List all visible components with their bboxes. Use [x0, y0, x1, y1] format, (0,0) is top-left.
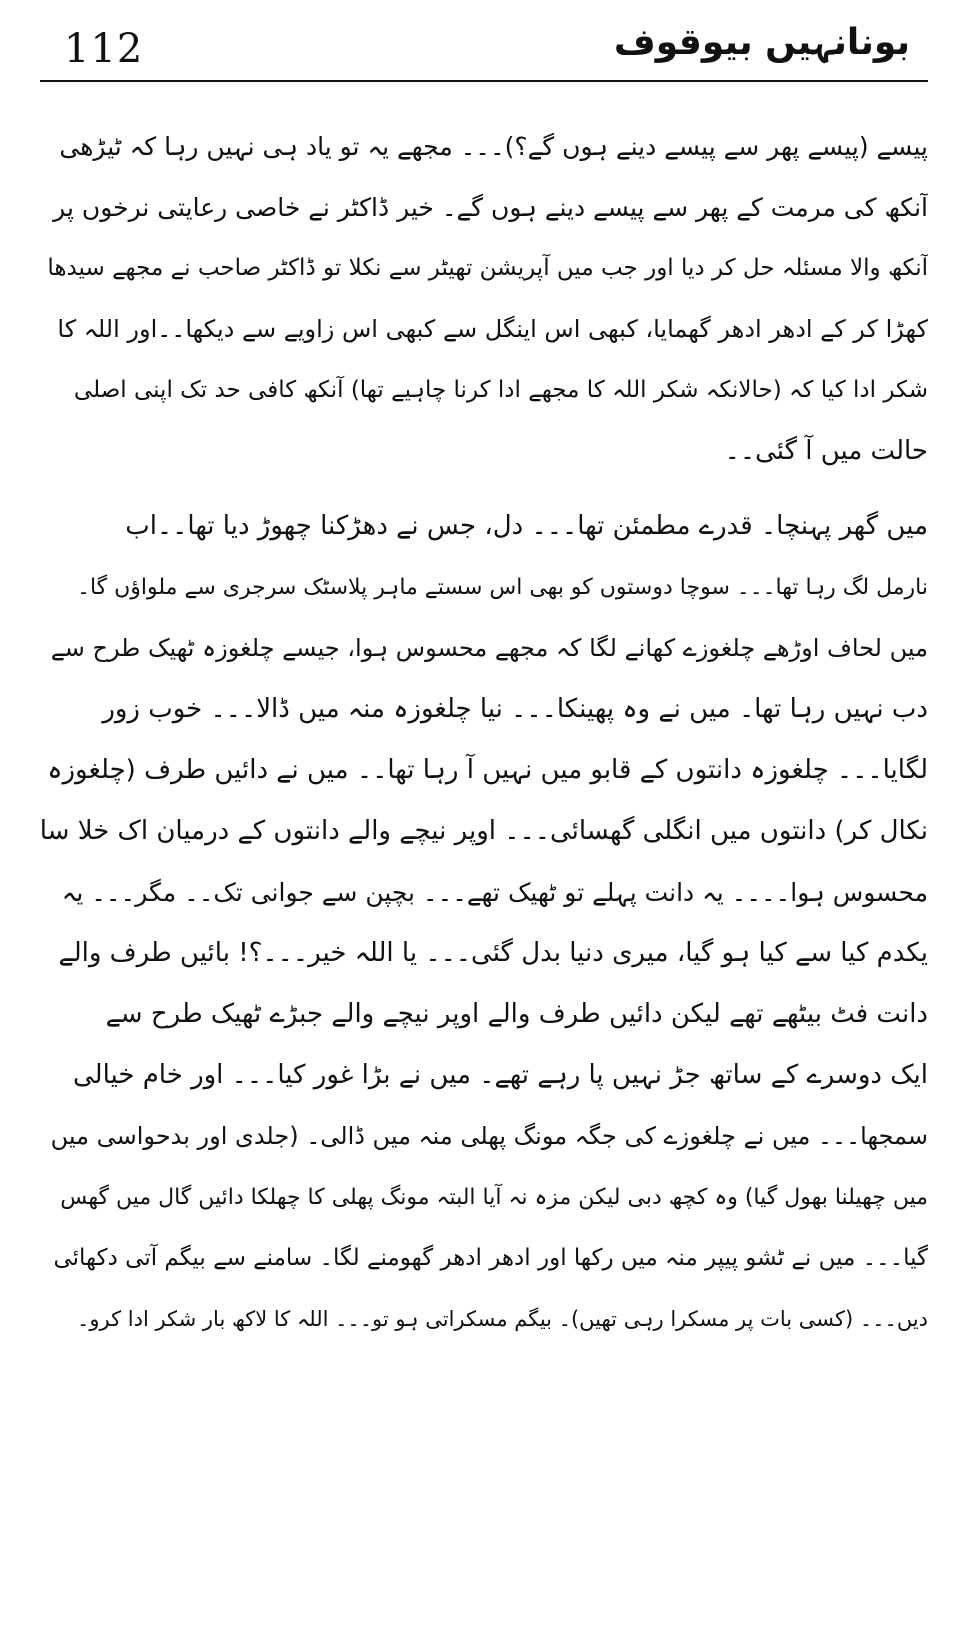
text-line: لگایا۔۔۔ چلغوزہ دانتوں کے قابو میں نہیں آ رہا تھا۔۔ میں نے دائیں طرف (چلغوزہ: [47, 755, 928, 785]
text-line: نارمل لگ رہا تھا۔۔۔ سوچا دوستوں کو بھی اس سستے ماہر پلاسٹک سرجری سے ملواؤں گا۔: [77, 575, 928, 600]
text-line: نکال کر) دانتوں میں انگلی گھسائی۔۔۔ اوپر نیچے والے دانتوں کے درمیان اک خلا سا: [40, 816, 928, 846]
text-line: شکر ادا کیا کہ (حالانکہ شکر اللہ کا مجھے ادا کرنا چاہیے تھا) آنکھ کافی حد تک اپنی اصلی: [73, 377, 928, 403]
text-line: آنکھ والا مسئلہ حل کر دیا اور جب میں آپریشن تھیٹر سے نکلا تو ڈاکٹر صاحب نے مجھے سیدھا: [47, 255, 928, 281]
header-divider: [40, 80, 928, 82]
page-number: 112: [64, 26, 144, 72]
running-title: بونانہیں بیوقوف: [613, 22, 910, 63]
text-line: میں گھر پہنچا۔ قدرے مطمئن تھا۔۔۔ دل، جس نے دھڑکنا چھوڑ دیا تھا۔۔اب: [125, 511, 928, 541]
text-line: سمجھا۔۔۔ میں نے چلغوزے کی جگہ مونگ پھلی منہ میں ڈالی۔ (جلدی اور بدحواسی میں: [50, 1122, 928, 1150]
text-line: میں چھیلنا بھول گیا) وہ کچھ دبی لیکن مزہ نہ آیا البتہ مونگ پھلی کا چھلکا دائیں گال میں گھس: [60, 1185, 928, 1210]
text-line: میں لحاف اوڑھے چلغوزے کھانے لگا کہ مجھے محسوس ہوا، جیسے چلغوزہ ٹھیک طرح سے: [50, 634, 928, 662]
text-line: کھڑا کر کے ادھر ادھر گھمایا، کبھی اس اینگل سے کبھی اس زاویے سے دیکھا۔۔اور اللہ کا: [57, 315, 928, 343]
text-line: حالت میں آ گئی۔۔: [724, 436, 928, 466]
text-line: دب نہیں رہا تھا۔ میں نے وہ پھینکا۔۔۔ نیا چلغوزہ منہ میں ڈالا۔۔۔ خوب زور: [102, 694, 928, 724]
text-line: گیا۔۔۔ میں نے ٹشو پیپر منہ میں رکھا اور ادھر ادھر گھومنے لگا۔ سامنے سے بیگم آتی دکھائی: [53, 1245, 928, 1271]
text-line: محسوس ہوا۔۔۔۔ یہ دانت پہلے تو ٹھیک تھے۔۔۔ بچپن سے جوانی تک۔۔ مگر۔۔۔ یہ: [61, 878, 928, 907]
text-line: آنکھ کی مرمت کے پھر سے پیسے دینے ہوں گے۔ خیر ڈاکٹر نے خاصی رعایتی نرخوں پر: [53, 193, 928, 222]
text-line: دیں۔۔۔ (کسی بات پر مسکرا رہی تھیں)۔ بیگم مسکراتی ہو تو۔۔۔ اللہ کا لاکھ بار شکر ادا کرو۔: [77, 1307, 928, 1331]
text-line: ایک دوسرے کے ساتھ جڑ نہیں پا رہے تھے۔ میں نے بڑا غور کیا۔۔۔ اور خام خیالی: [73, 1060, 928, 1090]
page-header: [40, 22, 928, 82]
text-line: دانت فٹ بیٹھے تھے لیکن دائیں طرف والے اوپر نیچے والے جبڑے ٹھیک طرح سے: [105, 999, 928, 1029]
text-line: پیسے (پیسے پھر سے پیسے دینے ہوں گے؟)۔۔۔ مجھے یہ تو یاد ہی نہیں رہا کہ ٹیڑھی: [59, 132, 928, 161]
body-text: [40, 116, 928, 1350]
text-line: یکدم کیا سے کیا ہو گیا، میری دنیا بدل گئی۔۔۔ یا اللہ خیر۔۔۔؟! بائیں طرف والے: [58, 938, 928, 968]
